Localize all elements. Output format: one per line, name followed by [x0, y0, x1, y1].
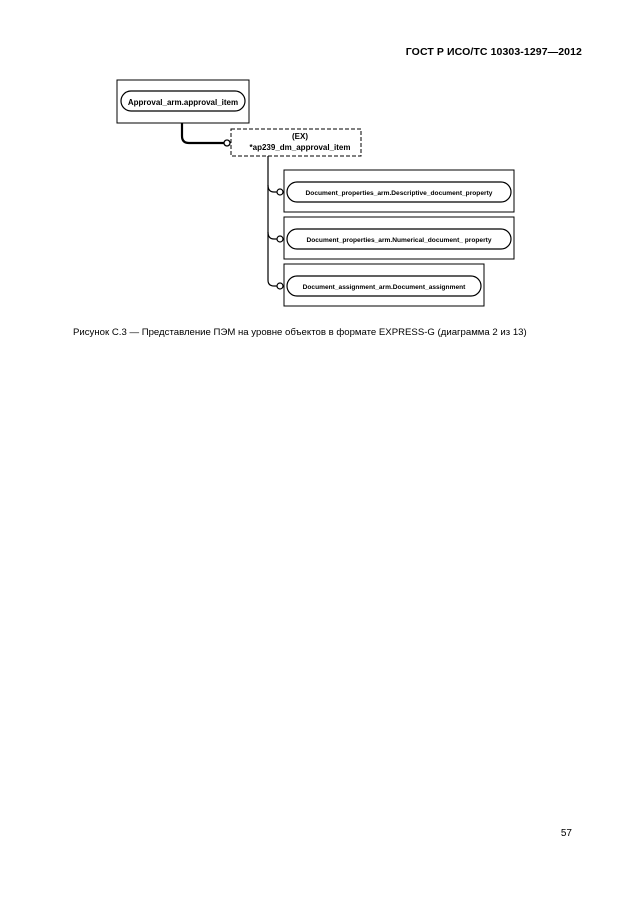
root-entity-label: Approval_arm.approval_item	[127, 98, 239, 107]
page-number: 57	[560, 828, 572, 839]
subtype-box-2	[268, 217, 514, 259]
subtype-label-2: Document_properties_arm.Numerical_document_ property	[306, 237, 492, 244]
root-connector-line	[182, 123, 224, 143]
express-g-diagram	[0, 0, 630, 320]
subtype-box-1	[268, 170, 514, 212]
select-type-box	[231, 129, 361, 156]
root-connector-endpoint	[224, 140, 230, 146]
document-header: ГОСТ Р ИСО/ТС 10303-1297—2012	[405, 46, 582, 58]
subtype-trunk-line	[268, 156, 277, 286]
subtype-label-3: Document_assignment_arm.Document_assignment	[302, 284, 466, 291]
root-entity-box	[117, 80, 249, 123]
select-type-tag: (EX)	[292, 132, 308, 141]
select-type-label: *ap239_dm_approval_item	[249, 143, 351, 152]
figure-caption: Рисунок С.3 — Представление ПЭМ на уровне объектов в формате EXPRESS-G (диаграмма 2 из 13)	[73, 327, 527, 338]
subtype-label-1: Document_properties_arm.Descriptive_document_property	[305, 190, 493, 197]
subtype-box-3	[277, 264, 484, 306]
